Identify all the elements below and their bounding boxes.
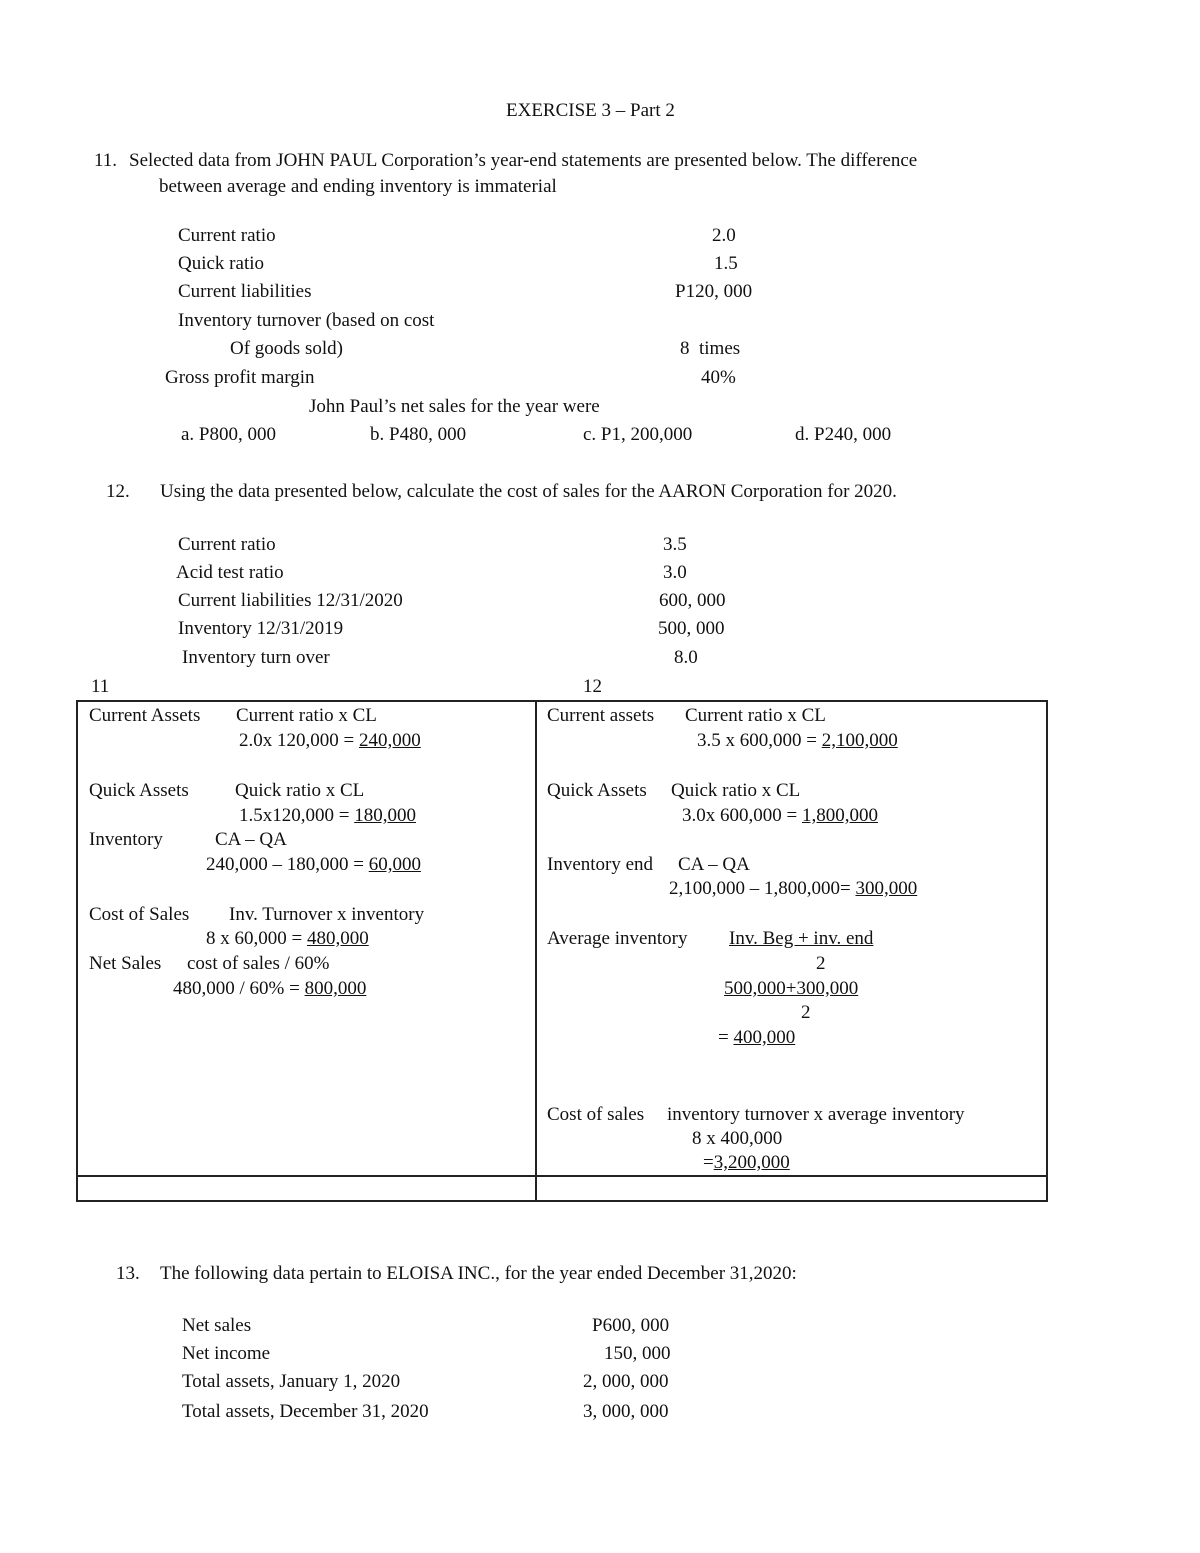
q11-row-label: Gross profit margin [165, 367, 315, 388]
sol11-qa-calc [239, 806, 416, 825]
sol11-ca-result: 240,000 [358, 730, 421, 751]
q13-row-value: 3, 000, 000 [583, 1401, 669, 1422]
solution-header-left: 11 [91, 676, 110, 697]
sol12-avg-formula: Inv. Beg + inv. end [729, 928, 874, 949]
sol11-qa-calc-text: 1.5x120,000 = [239, 805, 355, 826]
sol11-cos-formula: Inv. Turnover x inventory [229, 904, 425, 925]
q13-row-label: Total assets, December 31, 2020 [182, 1401, 429, 1422]
sol11-cos-label: Cost of Sales [89, 904, 190, 925]
q11-row-label: Current liabilities [178, 281, 312, 302]
sol12-ca-formula: Current ratio x CL [685, 705, 826, 726]
q12-row-value: 3.5 [663, 534, 687, 555]
q11-intro-line1: Selected data from JOHN PAUL Corporation’s year-end statements are presented below. The difference [129, 150, 918, 171]
q11-question: John Paul’s net sales for the year were [309, 396, 600, 417]
sol12-qa-calc [682, 806, 878, 825]
sol12-qa-result: 1,800,000 [801, 805, 878, 826]
q11-number: 11. [94, 150, 118, 171]
sol11-ca-formula: Current ratio x CL [236, 705, 377, 726]
sol11-ca-calc [239, 731, 421, 750]
q13-row-label: Total assets, January 1, 2020 [182, 1371, 401, 1392]
sol12-qa-calc-text: 3.0x 600,000 = [682, 805, 802, 826]
q11-choice-d: d. P240, 000 [795, 424, 892, 445]
q12-number: 12. [106, 481, 130, 502]
q13-row-value: P600, 000 [592, 1315, 670, 1336]
q11-row-value: 8 times [680, 338, 741, 359]
q11-row-label: Of goods sold) [230, 338, 343, 359]
solution-table-divider [535, 700, 537, 1202]
sol11-inv-result: 60,000 [368, 854, 421, 875]
solution-table-bottom-rule [76, 1175, 1048, 1177]
sol12-ca-label: Current assets [547, 705, 655, 726]
sol11-ca-label: Current Assets [89, 705, 201, 726]
sol12-cos-label: Cost of sales [547, 1104, 645, 1125]
sol11-qa-result: 180,000 [354, 805, 416, 826]
sol11-ns-calc [173, 979, 366, 998]
sol12-inv-calc [669, 879, 917, 898]
sol11-qa-formula: Quick ratio x CL [235, 780, 365, 801]
q12-row-label: Inventory turn over [182, 647, 330, 668]
sol11-ns-calc-text: 480,000 / 60% = [173, 978, 305, 999]
q11-row-value: 1.5 [714, 253, 738, 274]
sol12-avg-result-line [718, 1028, 795, 1047]
q11-intro-line2: between average and ending inventory is immaterial [159, 176, 557, 197]
sol11-ns-label: Net Sales [89, 953, 162, 974]
q13-row-value: 150, 000 [604, 1343, 671, 1364]
sol12-inv-result: 300,000 [855, 878, 918, 899]
sol12-cos-result-line [703, 1153, 790, 1172]
q11-choice-a: a. P800, 000 [181, 424, 276, 445]
q11-row-label: Inventory turnover (based on cost [178, 310, 435, 331]
sol12-avg-result: 400,000 [733, 1027, 796, 1048]
sol11-ns-formula: cost of sales / 60% [187, 953, 330, 974]
q13-number: 13. [116, 1263, 140, 1284]
q12-row-label: Current ratio [178, 534, 276, 555]
q12-row-label: Acid test ratio [176, 562, 284, 583]
sol12-ca-calc-text: 3.5 x 600,000 = [697, 730, 822, 751]
sol11-cos-result: 480,000 [306, 928, 369, 949]
q11-row-label: Current ratio [178, 225, 276, 246]
q12-row-value: 500, 000 [658, 618, 725, 639]
page-title: EXERCISE 3 – Part 2 [506, 100, 675, 121]
sol11-cos-calc-text: 8 x 60,000 = [206, 928, 307, 949]
sol12-ca-result: 2,100,000 [821, 730, 898, 751]
q12-row-label: Current liabilities 12/31/2020 [178, 590, 403, 611]
sol12-avg-eq: = [718, 1027, 734, 1048]
q11-choice-c: c. P1, 200,000 [583, 424, 693, 445]
q13-row-label: Net income [182, 1343, 271, 1364]
sol11-qa-label: Quick Assets [89, 780, 189, 801]
q13-intro: The following data pertain to ELOISA INC., for the year ended December 31,2020: [160, 1263, 797, 1284]
q12-row-label: Inventory 12/31/2019 [178, 618, 344, 639]
sol12-cos-result: 3,200,000 [713, 1152, 790, 1173]
sol12-inv-formula: CA – QA [678, 854, 750, 875]
sol12-avg-sum: 500,000+300,000 [724, 978, 859, 999]
sol12-qa-label: Quick Assets [547, 780, 647, 801]
sol11-ca-calc-text: 2.0x 120,000 = [239, 730, 359, 751]
sol11-inv-label: Inventory [89, 829, 163, 850]
sol11-inv-formula: CA – QA [215, 829, 287, 850]
sol12-inv-label: Inventory end [547, 854, 654, 875]
q11-row-value: 2.0 [712, 225, 736, 246]
q13-row-label: Net sales [182, 1315, 252, 1336]
sol12-cos-eq: = [703, 1152, 714, 1173]
sol12-cos-calc: 8 x 400,000 [692, 1128, 783, 1149]
sol12-avg-label: Average inventory [547, 928, 688, 949]
q12-intro: Using the data presented below, calculate the cost of sales for the AARON Corporation for 2020. [160, 481, 897, 502]
sol12-ca-calc [697, 731, 898, 750]
sol11-cos-calc [206, 929, 369, 948]
q11-row-value: 40% [701, 367, 736, 388]
sol12-qa-formula: Quick ratio x CL [671, 780, 801, 801]
sol12-cos-formula: inventory turnover x average inventory [667, 1104, 965, 1125]
sol11-inv-calc [206, 855, 421, 874]
sol12-avg-divisor-1: 2 [816, 953, 826, 974]
q11-choice-b: b. P480, 000 [370, 424, 467, 445]
q12-row-value: 3.0 [663, 562, 687, 583]
q12-row-value: 8.0 [674, 647, 698, 668]
q11-row-label: Quick ratio [178, 253, 265, 274]
q13-row-value: 2, 000, 000 [583, 1371, 669, 1392]
solution-table [76, 700, 1048, 1202]
sol11-ns-result: 800,000 [304, 978, 367, 999]
q12-row-value: 600, 000 [659, 590, 726, 611]
solution-header-right: 12 [583, 676, 602, 697]
sol12-avg-divisor-2: 2 [801, 1002, 811, 1023]
q11-row-value: P120, 000 [675, 281, 753, 302]
sol12-inv-calc-text: 2,100,000 – 1,800,000= [669, 878, 856, 899]
sol11-inv-calc-text: 240,000 – 180,000 = [206, 854, 369, 875]
